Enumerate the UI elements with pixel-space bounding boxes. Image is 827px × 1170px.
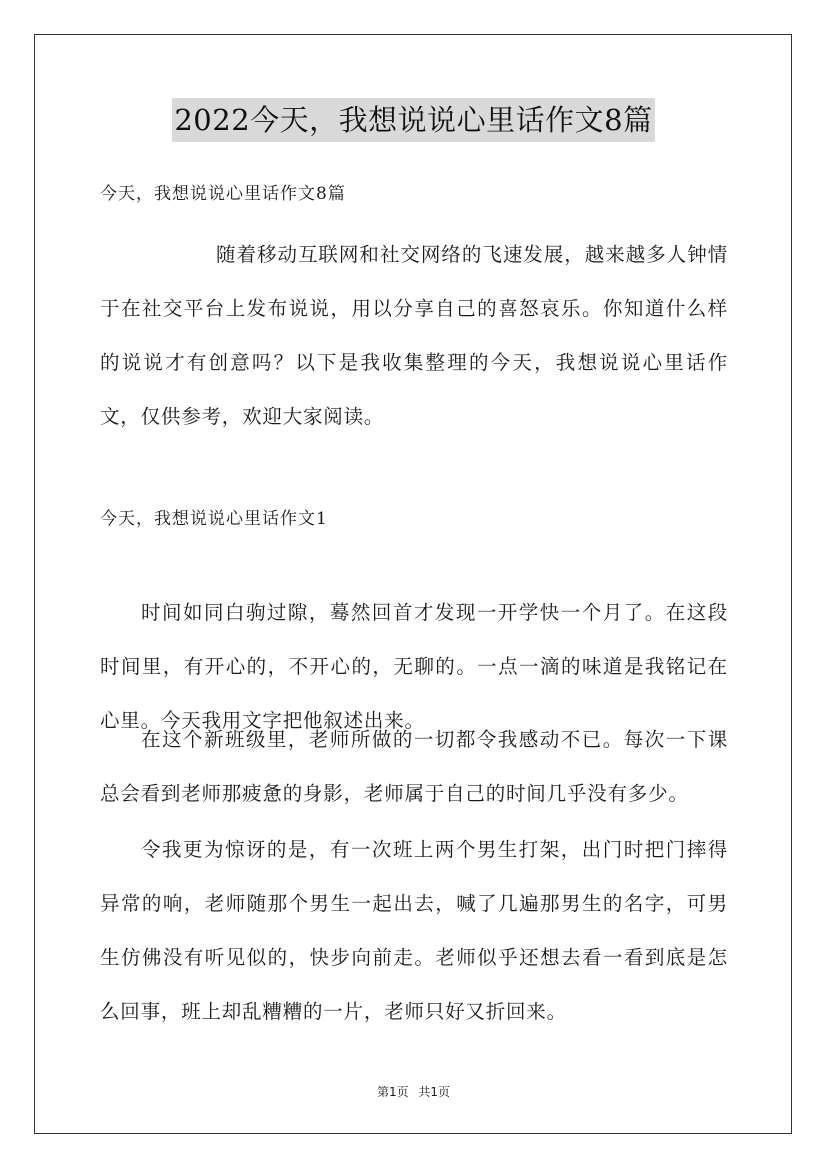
page-number: 第1页	[376, 1085, 409, 1099]
title-container	[0, 98, 827, 142]
page-total: 共1页	[418, 1085, 451, 1099]
body-paragraph-3: 令我更为惊讶的是，有一次班上两个男生打架，出门时把门摔得异常的响，老师随那个男生一起出去，喊了几遍那男生的名字，可男生仿佛没有听见似的，快步向前走。老师似乎还想去看一看到底是怎么回事，班上却乱糟糟的一片，老师只好又折回来。	[100, 838, 728, 1023]
intro-paragraph: 随着移动互联网和社交网络的飞速发展，越来越多人钟情于在社交平台上发布说说，用以分享自己的喜怒哀乐。你知道什么样的说说才有创意吗？以下是我收集整理的今天，我想说说心里话作文，仅供参考，欢迎大家阅读。	[100, 243, 728, 428]
document-subtitle: 今天，我想说说心里话作文8篇	[100, 184, 346, 204]
body-paragraph-2: 在这个新班级里，老师所做的一切都令我感动不已。每次一下课总会看到老师那疲惫的身影，老师属于自己的时间几乎没有多少。	[100, 728, 728, 805]
page-footer	[0, 1083, 827, 1101]
document-title: 2022今天，我想说说心里话作文8篇	[172, 98, 654, 142]
section-heading: 今天，我想说说心里话作文1	[100, 509, 328, 529]
body-paragraph-1: 时间如同白驹过隙，蓦然回首才发现一开学快一个月了。在这段时间里，有开心的，不开心的，无聊的。一点一滴的味道是我铭记在心里。今天我用文字把他叙述出来。	[100, 601, 728, 732]
